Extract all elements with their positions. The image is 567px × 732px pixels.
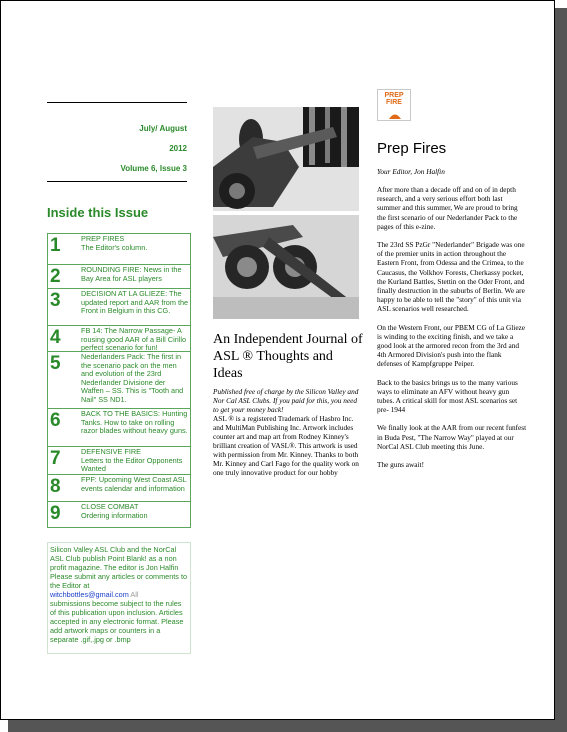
toc-row[interactable] <box>47 265 191 289</box>
article-paragraph: After more than a decade off and on of in depth research, and a very serious effort both last summer and this summer, We are proud to bring the first scenario of our Nederlander Pack to the pages of this e-zine. <box>377 185 518 231</box>
artillery-photo-art <box>213 107 359 319</box>
article-paragraph: The guns await! <box>377 460 425 470</box>
toc-row[interactable] <box>47 447 191 475</box>
page-shadow-right <box>555 8 567 732</box>
toc-text: Nederlanders Pack: The first in the scenario pack on the men and evolution of the 23rd Nederlander Divisione der Waffen – SS. This is "Tooth and Nail" SS ND1. <box>81 352 184 404</box>
trademark-notice: ASL ® is a registered Trademark of Hasbro Inc. and MultiMan Publishing Inc. Artwork includes counter art and map art from Rodney Kinney's brilliant creation of VASL®. This artwork is used with permission from Mr. Kinney. Thanks to both Mr. Kinney and Carl Fago for the quality work on one truly innovative product for our hobby <box>213 414 359 477</box>
toc-row[interactable] <box>47 326 191 352</box>
table-of-contents <box>47 233 191 528</box>
toc-text: DEFENSIVE FIRE Letters to the Editor Opponents Wanted <box>81 447 183 474</box>
toc-row[interactable] <box>47 475 191 502</box>
article-paragraph: We finally look at the AAR from our recent funfest in Buda Pest, "The Narrow Way" played at our NorCal ASL Club meeting this June. <box>377 423 527 451</box>
article-paragraph: Back to the basics brings us to the many various ways to eliminate an AFV without heavy gun tubes. A critical skill for most ASL scenarios set pre- 1944 <box>377 377 518 415</box>
issue-date: July/ August <box>139 124 187 133</box>
toc-row[interactable] <box>47 502 191 528</box>
toc-number: 2 <box>50 266 61 287</box>
toc-number: 3 <box>50 290 61 311</box>
prep-fire-logo-text: PREP FIRE <box>384 92 404 106</box>
toc-text: FPF: Upcoming West Coast ASL events calendar and information <box>81 475 187 493</box>
club-publisher-text: Silicon Valley ASL Club and the NorCal ASL Club publish Point Blank! as a non profit magazine. The editor is Jon Halfin <box>50 545 179 572</box>
toc-number: 9 <box>50 503 61 524</box>
editor-email-link[interactable]: witchbottles@gmail.com <box>50 590 129 599</box>
toc-number: 5 <box>50 353 61 374</box>
flame-icon <box>387 110 403 120</box>
issue-year: 2012 <box>169 144 187 153</box>
club-info-box <box>47 542 191 654</box>
club-submit-text: Please submit any articles or comments to the Editor at <box>50 572 188 590</box>
prep-fires-title: Prep Fires <box>377 140 447 157</box>
toc-row[interactable] <box>47 409 191 447</box>
journal-headline: An Independent Journal of ASL ® Thoughts and Ideas <box>213 332 363 381</box>
toc-row[interactable] <box>47 289 191 326</box>
toc-row[interactable] <box>47 234 191 265</box>
editor-byline: Your Editor, Jon Halfin <box>377 167 445 176</box>
toc-text: PREP FIRES The Editor's column. <box>81 234 148 252</box>
toc-number: 7 <box>50 448 61 469</box>
prep-fires-article <box>377 185 527 478</box>
publication-blurb <box>213 387 359 477</box>
toc-text: CLOSE COMBAT Ordering information <box>81 502 148 520</box>
top-divider <box>47 102 187 103</box>
inside-issue-title: Inside this Issue <box>47 205 149 220</box>
toc-number: 8 <box>50 476 61 497</box>
toc-number: 6 <box>50 410 61 431</box>
free-notice: Published free of charge by the Silicon Valley and Nor Cal ASL Clubs. If you paid for this, you need to get your money back! <box>213 387 359 414</box>
prep-fire-logo <box>377 89 411 121</box>
club-rules-text: submissions become subject to the rules of this publication upon inclusion. Articles accepted in any electronic format. Please add artwork maps or counters in a separate .gif,.jpg or .bmp <box>50 599 184 644</box>
toc-number: 4 <box>50 327 61 348</box>
artillery-photo <box>213 107 359 319</box>
page-shadow-bottom <box>8 720 567 732</box>
toc-text: BACK TO THE BASICS: Hunting Tanks. How to take on rolling razor blades without heavy guns. <box>81 409 188 436</box>
article-paragraph: On the Western Front, our PBEM CG of La Glieze is winding to the exciting finish, and we take a good look at the armored recon from the 3rd and 4th Armored Division's push into the flank defenses of Kampfgruppe Peiper. <box>377 322 526 369</box>
bottom-divider <box>47 181 187 182</box>
toc-number: 1 <box>50 235 61 256</box>
toc-row[interactable] <box>47 352 191 409</box>
article-paragraph: The 23rd SS PzGr "Nederlander" Brigade was one of the premier units in action throughout the Eastern Front, from Odessa and the Crimea, to the Caucasus, the Volkhov Forests, Cherkassy pocket, the Kurland Battles, Stettin on the Oder Front, and finally destruction in the suburbs of Berlin. We are happy to be able to tell the "story" of this unit via ASL scenarios well researched. <box>377 240 525 314</box>
toc-text: FB 14: The Narrow Passage- A rousing good AAR of a Bill Cirillo perfect scenario for fun! <box>81 326 187 353</box>
toc-text: DECISION AT LA GLIEZE: The updated report and AAR from the Front in Belgium in this CG. <box>81 289 189 316</box>
club-all-text: All <box>130 590 139 599</box>
toc-text: ROUNDING FIRE: News in the Bay Area for ASL players <box>81 265 182 283</box>
issue-volume: Volume 6, Issue 3 <box>120 164 187 173</box>
